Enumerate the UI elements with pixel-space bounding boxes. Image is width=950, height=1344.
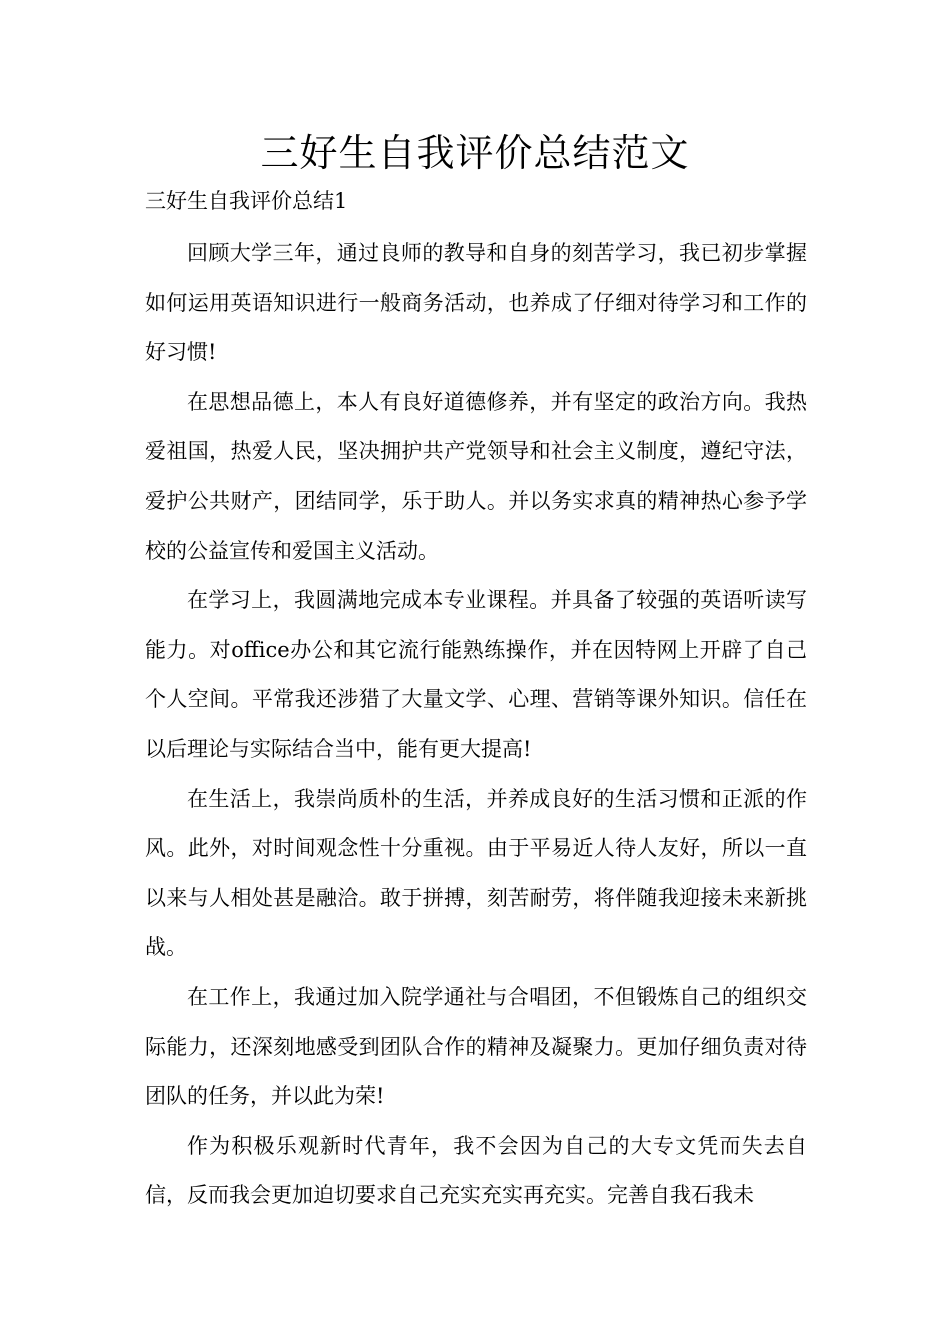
paragraph-study: 在学习上，我圆满地完成本专业课程。并具备了较强的英语听读写能力。对office办公和其它流行能熟练操作，并在因特网上开辟了自己个人空间。平常我还涉猎了大量文学、心理、营销等课外知识。信任在以后理论与实际结合当中，能有更大提高! xyxy=(145,588,807,761)
paragraph-review: 回顾大学三年，通过良师的教导和自身的刻苦学习，我已初步掌握如何运用英语知识进行一般商务活动，也养成了仔细对待学习和工作的好习惯! xyxy=(145,241,807,365)
paragraph-outlook: 作为积极乐观新时代青年，我不会因为自己的大专文凭而失去自信，反而我会更加迫切要求自己充实充实再充实。完善自我石我未 xyxy=(145,1133,807,1208)
document-body xyxy=(145,229,807,1221)
paragraph-morality: 在思想品德上，本人有良好道德修养，并有坚定的政治方向。我热爱祖国，热爱人民，坚决拥护共产党领导和社会主义制度，遵纪守法，爱护公共财产，团结同学，乐于助人。并以务实求真的精神热心参予学校的公益宣传和爱国主义活动。 xyxy=(145,389,807,563)
paragraph-life: 在生活上，我崇尚质朴的生活，并养成良好的生活习惯和正派的作风。此外，对时间观念性十分重视。由于平易近人待人友好，所以一直以来与人相处甚是融洽。敢于拼搏，刻苦耐劳，将伴随我迎接未来新挑战。 xyxy=(145,786,807,960)
paragraph-work: 在工作上，我通过加入院学通社与合唱团，不但锻炼自己的组织交际能力，还深刻地感受到团队合作的精神及凝聚力。更加仔细负责对待团队的任务，并以此为荣! xyxy=(145,984,807,1109)
document-title: 三好生自我评价总结范文 xyxy=(260,131,690,175)
section-heading: 三好生自我评价总结1 xyxy=(145,189,348,213)
